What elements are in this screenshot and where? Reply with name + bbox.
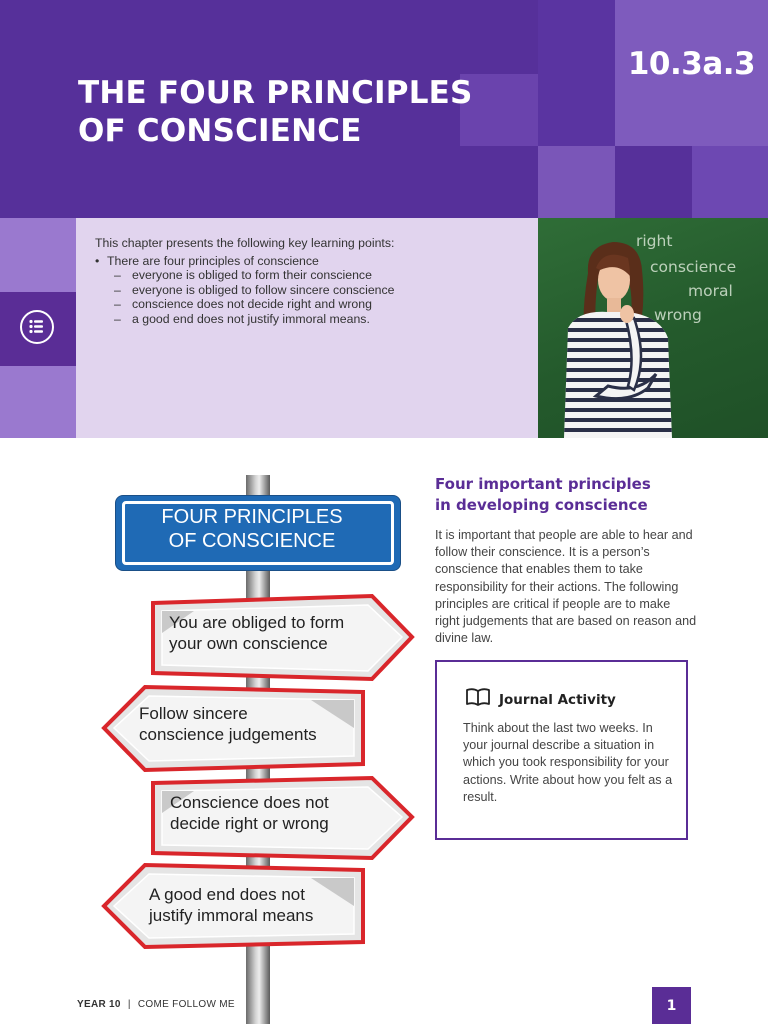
- page-title: [78, 74, 538, 150]
- journal-activity-box: [435, 660, 688, 840]
- journal-title: Journal Activity: [499, 691, 616, 708]
- main-sign: [116, 496, 400, 570]
- student-figure: [538, 218, 768, 438]
- sign-follow-sincere: [101, 684, 366, 774]
- footer-separator: |: [127, 999, 131, 1010]
- sign-obliged-to-form: [150, 593, 415, 683]
- main-sign-label: FOUR PRINCIPLES OF CONSCIENCE: [161, 506, 343, 552]
- sign-label: A good end does not justify immoral means: [149, 885, 314, 925]
- journal-body: Think about the last two weeks. In your journal describe a situation in which you took responsibility for your actions. Write about how you felt as a result.: [463, 721, 673, 804]
- chalk-word: conscience: [650, 258, 737, 276]
- sign-label: Follow sincere conscience judgements: [139, 704, 317, 744]
- title-line-1: THE FOUR PRINCIPLES: [78, 75, 473, 111]
- list-icon-panel: [0, 292, 76, 366]
- chalk-word: moral: [688, 282, 733, 300]
- sign-label: Conscience does not decide right or wrong: [170, 793, 329, 833]
- thinking-student-photo: [538, 218, 768, 438]
- sign-good-end: [101, 862, 366, 950]
- footer-year: YEAR 10: [77, 999, 121, 1010]
- side-tile: [0, 366, 76, 438]
- section-heading: Four important principles in developing conscience: [435, 475, 651, 514]
- chalk-word: right: [636, 232, 673, 250]
- list-item: – everyone is obliged to follow sincere conscience: [114, 282, 395, 297]
- book-icon: [465, 688, 491, 711]
- side-tile: [0, 218, 76, 292]
- sign-label: You are obliged to form your own conscience: [169, 613, 345, 653]
- header-tile: [692, 146, 768, 218]
- footer-series: COME FOLLOW ME: [137, 999, 235, 1010]
- list-item: – a good end does not justify immoral means.: [114, 311, 370, 326]
- learning-points-panel: [76, 218, 538, 438]
- section-body: It is important that people are able to hear and follow their conscience. It is a person’s conscience that enables them to take responsibility for their actions. The following principles are critical if people are to make right judgements that are based on reason and divine law.: [435, 528, 697, 646]
- page-number: 1: [652, 987, 691, 1024]
- list-item: • There are four principles of conscience: [95, 254, 319, 268]
- header-tile: [538, 146, 615, 218]
- learning-intro: This chapter presents the following key learning points:: [95, 236, 395, 250]
- list-item: – conscience does not decide right and wrong: [114, 297, 372, 312]
- chapter-code: 10.3a.3: [627, 46, 756, 82]
- footer: [77, 999, 235, 1010]
- list-icon: [20, 310, 54, 344]
- learning-points-list: [95, 254, 530, 326]
- sign-does-not-decide: [150, 775, 415, 861]
- chalk-word: wrong: [654, 306, 702, 324]
- header-tile: [538, 0, 615, 146]
- title-line-2: OF CONSCIENCE: [78, 113, 362, 149]
- list-item: – everyone is obliged to form their conscience: [114, 268, 372, 283]
